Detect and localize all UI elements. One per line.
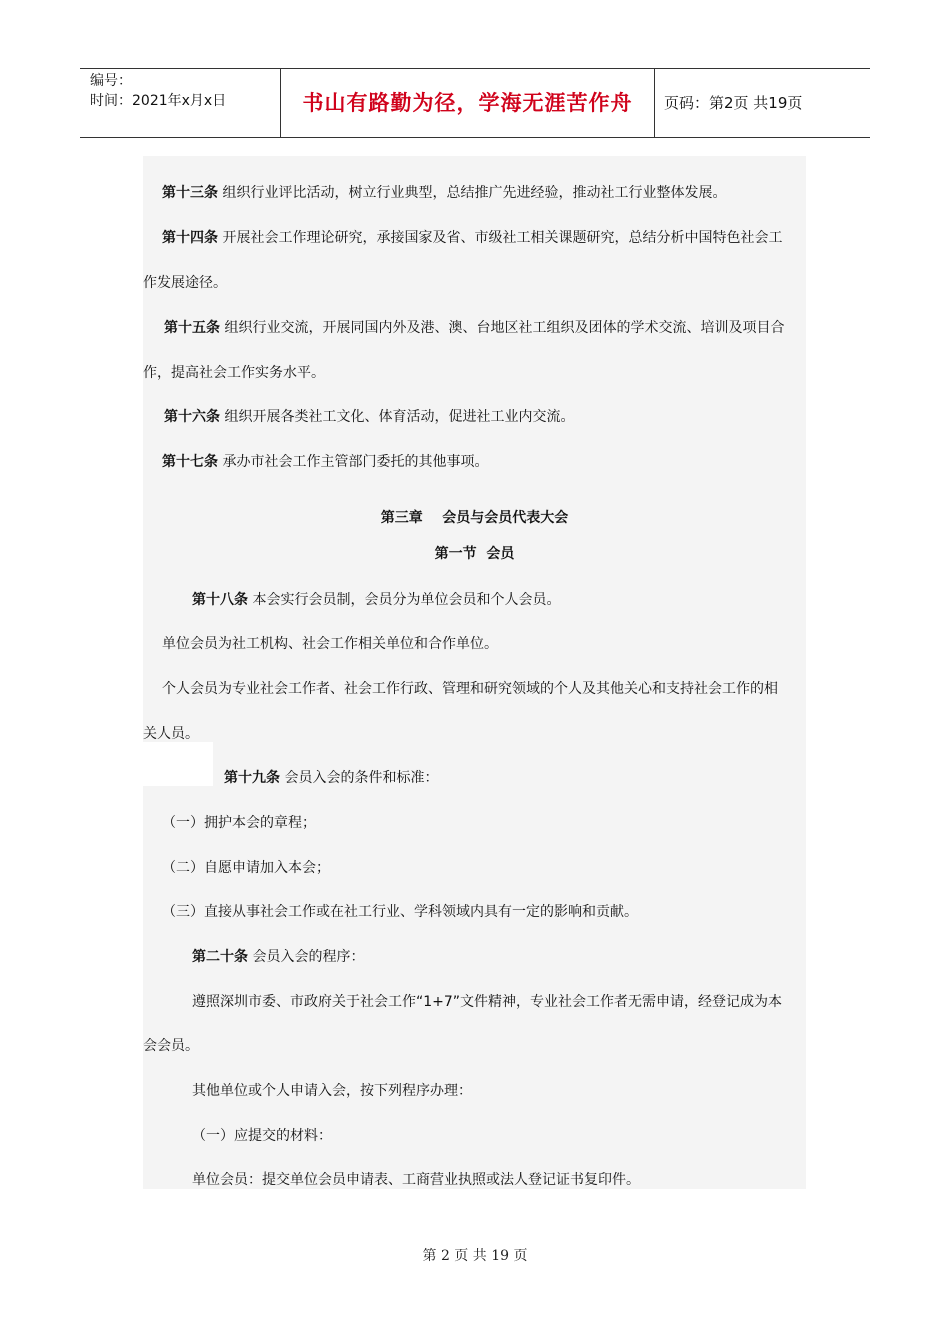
header-meta xyxy=(90,71,280,111)
paragraph-other: 其他单位或个人申请入会，按下列程序办理： xyxy=(192,1083,472,1099)
article-18 xyxy=(192,590,560,610)
article-15 xyxy=(164,318,784,338)
condition-item: （二）自愿申请加入本会； xyxy=(162,860,330,876)
paragraph-follow: 遵照深圳市委、市政府关于社会工作“1+7”文件精神，专业社会工作者无需申请，经登记成为本 xyxy=(192,994,783,1010)
page-footer: 第 2 页 共 19 页 xyxy=(422,1248,528,1264)
time-label: 时间：2021年x月x日 xyxy=(90,93,227,109)
paragraph-follow-cont: 会会员。 xyxy=(143,1038,199,1054)
paragraph-materials: （一）应提交的材料： xyxy=(192,1128,332,1144)
article-title: 第十六条 xyxy=(164,409,220,425)
article-14-cont: 作发展途径。 xyxy=(143,275,227,291)
chapter-title: 第三章 会员与会员代表大会 xyxy=(380,510,569,526)
header-motto: 书山有路勤为径，学海无涯苦作舟 xyxy=(302,90,633,115)
article-title: 第二十条 xyxy=(192,949,248,965)
article-text: 会员入会的程序： xyxy=(248,949,365,965)
header-page-label: 页码：第2页 共19页 xyxy=(664,94,803,112)
article-14 xyxy=(162,228,782,248)
article-title: 第十三条 xyxy=(162,185,218,201)
article-20 xyxy=(192,947,364,967)
paragraph-personal-member-cont: 关人员。 xyxy=(143,726,199,742)
document-body xyxy=(143,156,806,1189)
article-text: 本会实行会员制，会员分为单位会员和个人会员。 xyxy=(248,592,561,608)
article-text: 组织行业交流，开展同国内外及港、澳、台地区社工组织及团体的学术交流、培训及项目合 xyxy=(220,320,785,336)
header-divider xyxy=(654,69,655,137)
article-text: 组织开展各类社工文化、体育活动，促进社工业内交流。 xyxy=(220,409,575,425)
article-text: 承办市社会工作主管部门委托的其他事项。 xyxy=(218,454,489,470)
paragraph-personal-member: 个人会员为专业社会工作者、社会工作行政、管理和研究领域的个人及其他关心和支持社会工作的相 xyxy=(162,681,778,697)
article-17 xyxy=(162,452,488,472)
blank-patch xyxy=(143,742,213,786)
page-header xyxy=(80,68,870,138)
number-label: 编号： xyxy=(90,73,132,89)
condition-item: （三）直接从事社会工作或在社工行业、学科领域内具有一定的影响和贡献。 xyxy=(162,904,638,920)
article-title: 第十九条 xyxy=(224,770,280,786)
section-title: 第一节 会员 xyxy=(434,546,515,562)
article-title: 第十四条 xyxy=(162,230,218,246)
article-title: 第十八条 xyxy=(192,592,248,608)
article-text: 会员入会的条件和标准： xyxy=(280,770,439,786)
article-15-cont: 作，提高社会工作实务水平。 xyxy=(143,365,325,381)
article-text: 组织行业评比活动，树立行业典型，总结推广先进经验，推动社工行业整体发展。 xyxy=(218,185,727,201)
article-16 xyxy=(164,407,574,427)
paragraph-unit-materials: 单位会员：提交单位会员申请表、工商营业执照或法人登记证书复印件。 xyxy=(192,1172,640,1188)
paragraph-unit-member: 单位会员为社工机构、社会工作相关单位和合作单位。 xyxy=(162,636,498,652)
article-title: 第十五条 xyxy=(164,320,220,336)
article-text: 开展社会工作理论研究，承接国家及省、市级社工相关课题研究，总结分析中国特色社会工 xyxy=(218,230,783,246)
article-title: 第十七条 xyxy=(162,454,218,470)
article-13 xyxy=(162,183,726,203)
condition-item: （一）拥护本会的章程； xyxy=(162,815,316,831)
article-19 xyxy=(224,768,438,788)
